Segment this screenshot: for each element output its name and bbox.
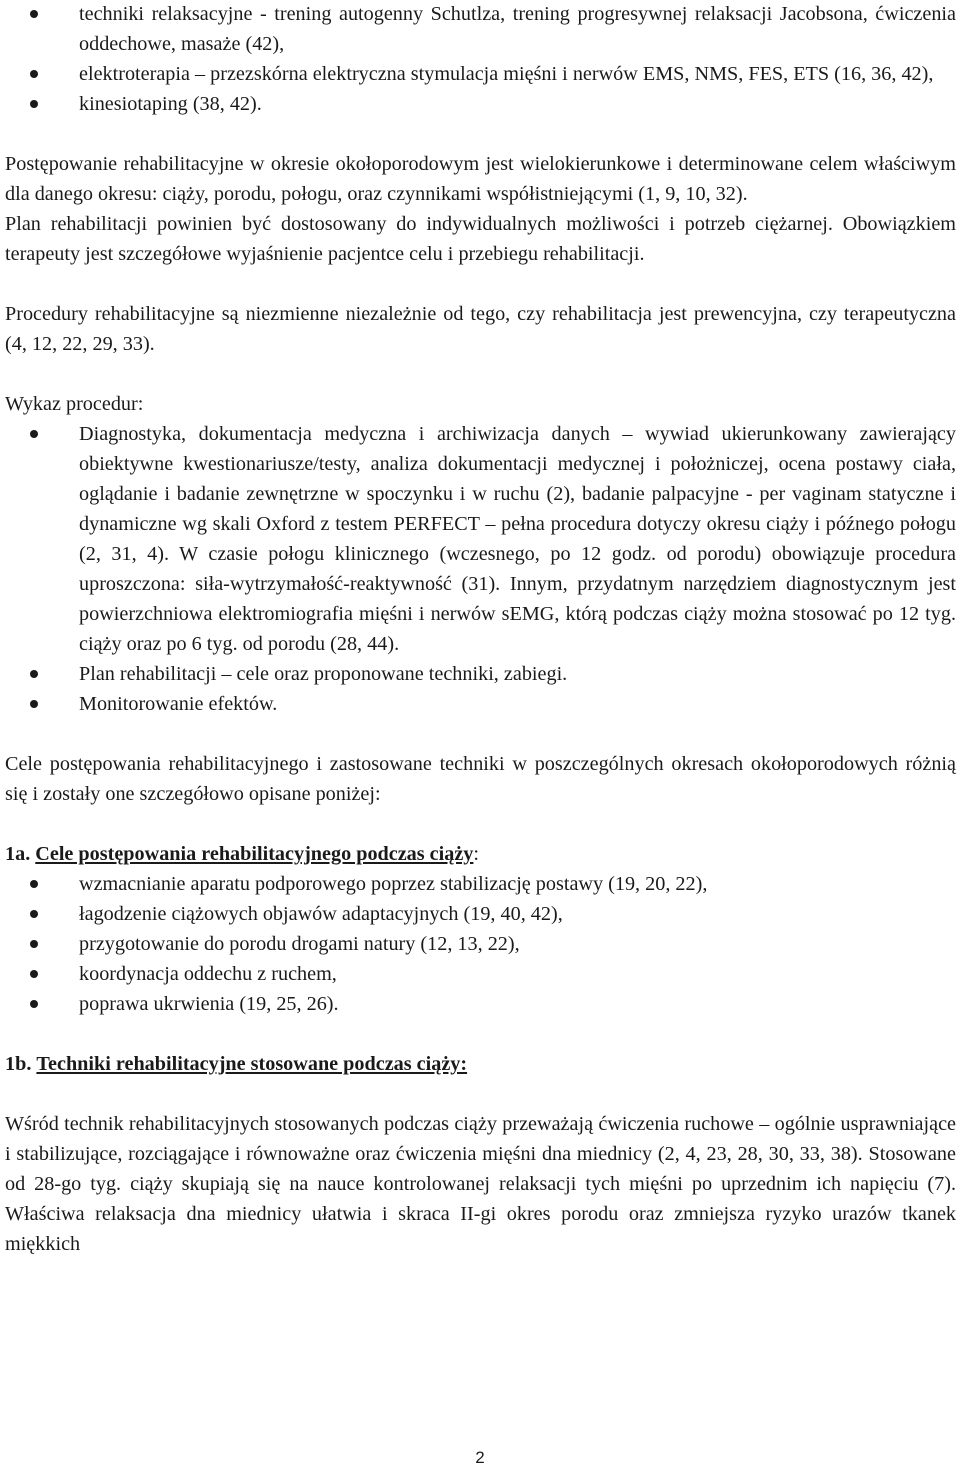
list-item: Plan rehabilitacji – cele oraz proponowane techniki, zabiegi. <box>5 659 956 689</box>
list-item: koordynacja oddechu z ruchem, <box>5 959 956 989</box>
paragraph-procedures-intro: Procedury rehabilitacyjne są niezmienne niezależnie od tego, czy rehabilitacja jest prewencyjna, czy terapeutyczna (4, 12, 22, 29, 33). <box>5 303 956 355</box>
procedures-list <box>5 419 956 719</box>
bullet-icon <box>30 70 38 78</box>
list-item: kinesiotaping (38, 42). <box>5 89 956 119</box>
relaxation-techniques-list <box>5 0 956 119</box>
list-item: poprawa ukrwienia (19, 25, 26). <box>5 989 956 1019</box>
list-item: łagodzenie ciążowych objawów adaptacyjnych (19, 40, 42), <box>5 899 956 929</box>
pregnancy-goals-list <box>5 869 956 1019</box>
list-item: przygotowanie do porodu drogami natury (12, 13, 22), <box>5 929 956 959</box>
bullet-icon <box>30 670 38 678</box>
bullet-icon <box>30 940 38 948</box>
list-item: wzmacnianie aparatu podporowego poprzez stabilizację postawy (19, 20, 22), <box>5 869 956 899</box>
paragraph-goals-intro: Cele postępowania rehabilitacyjnego i zastosowane techniki w poszczególnych okresach okołoporodowych różnią się i zostały one szczegółowo opisane poniżej: <box>5 753 956 805</box>
bullet-icon <box>30 1000 38 1008</box>
bullet-icon <box>30 970 38 978</box>
section-heading-1b: 1b. Techniki rehabilitacyjne stosowane podczas ciąży: <box>5 1053 468 1075</box>
list-item: Diagnostyka, dokumentacja medyczna i archiwizacja danych – wywiad ukierunkowany zawierający obiektywne kwestionariusze/testy, analiza dokumentacji medycznej i położniczej, ocena postawy ciała, oglądanie i badanie zewnętrzne w spoczynku i w ruchu (2), badanie palpacyjne - per vaginam statyczne i dynamiczne wg skali Oxford z testem PERFECT – pełna procedura dotyczy okresu ciąży i późnego połogu (2, 31, 4). W czasie połogu klinicznego (wczesnego, po 12 godz. od porodu) obowiązuje procedura uproszczona: siła-wytrzymałość-reaktywność (31). Innym, przydatnym narzędziem diagnostycznym jest powierzchniowa elektromiografia mięśni i nerwów sEMG, którą podczas ciąży można stosować po 12 tyg. ciąży oraz po 6 tyg. od porodu (28, 44). <box>5 419 956 659</box>
bullet-icon <box>30 700 38 708</box>
procedures-heading: Wykaz procedur: <box>5 393 144 415</box>
bullet-icon <box>30 430 38 438</box>
bullet-icon <box>30 880 38 888</box>
bullet-icon <box>30 100 38 108</box>
paragraph-rehabilitation-plan: Plan rehabilitacji powinien być dostosowany do indywidualnych możliwości i potrzeb ciężarnej. Obowiązkiem terapeuty jest szczegółowe wyjaśnienie pacjentce celu i przebiegu rehabilitacji. <box>5 213 956 265</box>
document-page <box>5 0 956 1259</box>
list-item: techniki relaksacyjne - trening autogenny Schutlza, trening progresywnej relaksacji Jacobsona, ćwiczenia oddechowe, masaże (42), <box>5 0 956 59</box>
bullet-icon <box>30 910 38 918</box>
bullet-icon <box>30 10 38 18</box>
list-item: Monitorowanie efektów. <box>5 689 956 719</box>
page-number: 2 <box>475 1448 485 1467</box>
paragraph-rehabilitation-approach: Postępowanie rehabilitacyjne w okresie okołoporodowym jest wielokierunkowe i determinowane celem właściwym dla danego okresu: ciąży, porodu, połogu, oraz czynnikami współistniejącymi (1, 9, 10, 32). <box>5 153 956 205</box>
paragraph-techniques: Wśród technik rehabilitacyjnych stosowanych podczas ciąży przeważają ćwiczenia ruchowe – ogólnie usprawniające i stabilizujące, rozciągające i równoważne oraz ćwiczenia mięśni dna miednicy (2, 4, 23, 28, 30, 33, 38). Stosowane od 28-go tyg. ciąży skupiają się na nauce kontrolowanej relaksacji tych mięśni po uprzednim ich napięciu (7). Właściwa relaksacja dna miednicy ułatwia i skraca II-gi okres porodu oraz zmniejsza ryzyko urazów tkanek miękkich <box>5 1113 956 1255</box>
list-item: elektroterapia – przezskórna elektryczna stymulacja mięśni i nerwów EMS, NMS, FES, ETS (16, 36, 42), <box>5 59 956 89</box>
section-heading-1a: 1a. Cele postępowania rehabilitacyjnego podczas ciąży: <box>5 843 480 865</box>
